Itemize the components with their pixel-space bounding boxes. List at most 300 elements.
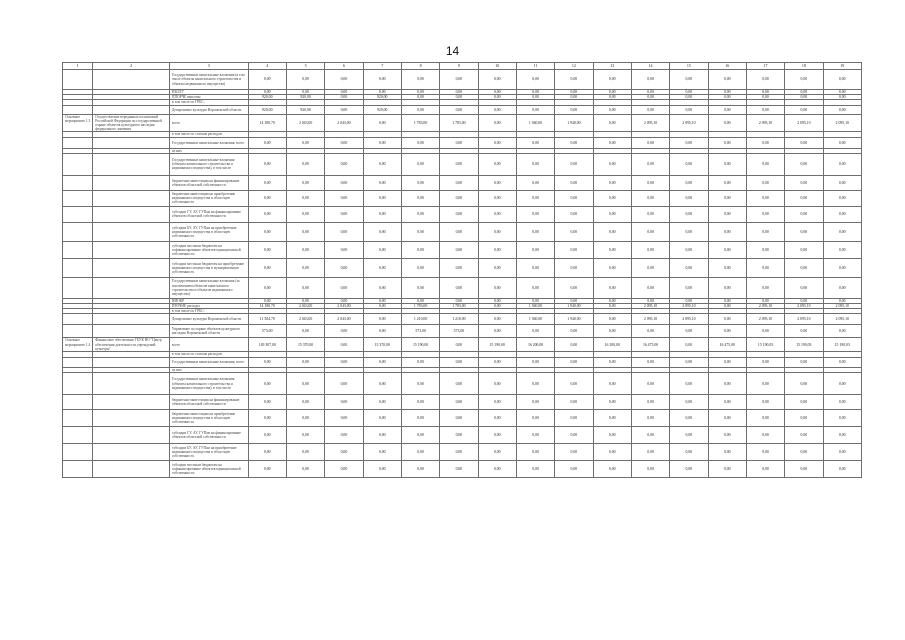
amount-cell: 0,00 bbox=[248, 358, 286, 368]
amount-cell: 0,00 bbox=[746, 175, 784, 190]
amount-cell: 0,00 bbox=[555, 461, 593, 478]
amount-cell: 920,00 bbox=[363, 95, 401, 100]
measure-cell: Основное мероприятие 1.3 bbox=[63, 114, 93, 132]
amount-cell: 0,00 bbox=[631, 70, 669, 90]
amount-cell: 16 475,00 bbox=[708, 338, 746, 352]
amount-cell: 0,00 bbox=[746, 241, 784, 258]
amount-cell: 0,00 bbox=[823, 95, 861, 100]
amount-cell: 0,00 bbox=[363, 427, 401, 444]
amount-cell: 0,00 bbox=[401, 277, 439, 298]
column-number-7: 7 bbox=[363, 63, 401, 70]
amount-cell: 0,00 bbox=[248, 206, 286, 222]
amount-cell: 0,00 bbox=[746, 90, 784, 95]
amount-cell: 0,00 bbox=[823, 427, 861, 444]
amount-cell: 0,00 bbox=[555, 258, 593, 277]
amount-cell: 920,00 bbox=[286, 105, 324, 114]
amount-cell: 0,00 bbox=[593, 95, 631, 100]
amount-cell: 0,00 bbox=[593, 105, 631, 114]
amount-cell: 0,00 bbox=[440, 241, 478, 258]
amount-cell: 0,00 bbox=[248, 461, 286, 478]
measure-cell bbox=[63, 373, 93, 395]
amount-cell: 0,00 bbox=[670, 395, 708, 410]
amount-cell: 0,00 bbox=[248, 427, 286, 444]
amount-cell: 0,00 bbox=[325, 105, 363, 114]
amount-cell: 0,00 bbox=[593, 137, 631, 148]
amount-cell: 0,00 bbox=[593, 395, 631, 410]
amount-cell: 0,00 bbox=[516, 222, 554, 241]
table-row bbox=[63, 153, 862, 175]
column-number-6: 6 bbox=[325, 63, 363, 70]
column-number-16: 16 bbox=[708, 63, 746, 70]
amount-cell: 0,00 bbox=[325, 395, 363, 410]
amount-cell: 16 200,00 bbox=[593, 338, 631, 352]
amount-cell: 0,00 bbox=[325, 338, 363, 352]
table-row bbox=[63, 206, 862, 222]
measure-cell bbox=[63, 137, 93, 148]
expense-item-cell: субсидии БУ, АУ, ГУПам на приобретение недвижимого имущества в областную собственность bbox=[169, 222, 248, 241]
column-number-5: 5 bbox=[286, 63, 324, 70]
amount-cell: 0,00 bbox=[286, 461, 324, 478]
amount-cell: 0,00 bbox=[631, 95, 669, 100]
amount-cell: 0,00 bbox=[746, 427, 784, 444]
table-row bbox=[63, 314, 862, 325]
expense-item-cell: Департамент культуры Воронежской области bbox=[169, 105, 248, 114]
amount-cell: 0,00 bbox=[325, 358, 363, 368]
amount-cell: 0,00 bbox=[593, 70, 631, 90]
amount-cell: 0,00 bbox=[670, 444, 708, 461]
amount-cell: 2 095,10 bbox=[631, 114, 669, 132]
amount-cell: 0,00 bbox=[823, 105, 861, 114]
expense-item-cell: в том числе по ГРБС: bbox=[169, 309, 248, 314]
amount-cell: 2 095,10 bbox=[670, 304, 708, 309]
amount-cell: 0,00 bbox=[248, 373, 286, 395]
amount-cell: 0,00 bbox=[325, 190, 363, 206]
amount-cell: 0,00 bbox=[440, 258, 478, 277]
amount-cell: 0,00 bbox=[478, 314, 516, 325]
amount-cell: 0,00 bbox=[401, 395, 439, 410]
amount-cell: 0,00 bbox=[631, 153, 669, 175]
amount-cell: 0,00 bbox=[593, 325, 631, 338]
table-row bbox=[63, 258, 862, 277]
measure-name-cell bbox=[93, 444, 170, 461]
amount-cell: 0,00 bbox=[631, 190, 669, 206]
expense-item-cell: Государственные капитальные вложения, всего bbox=[169, 358, 248, 368]
amount-cell: 2 095,10 bbox=[631, 304, 669, 309]
measure-name-cell: Финансовое обеспечение ГБУК ВО "Центр обеспечения деятельности учреждений культуры" bbox=[93, 338, 170, 352]
amount-cell: 0,00 bbox=[593, 175, 631, 190]
expense-item-cell: Государственные капитальные вложения (объекты капитального строительства и недвижимого имущества), в том числе bbox=[169, 153, 248, 175]
amount-cell: 0,00 bbox=[555, 206, 593, 222]
amount-cell: 1 940,00 bbox=[555, 114, 593, 132]
amount-cell: 0,00 bbox=[631, 395, 669, 410]
measure-name-cell bbox=[93, 314, 170, 325]
amount-cell: 0,00 bbox=[516, 175, 554, 190]
table-row bbox=[63, 358, 862, 368]
amount-cell: 0,00 bbox=[286, 325, 324, 338]
amount-cell: 0,00 bbox=[478, 410, 516, 427]
amount-cell: 0,00 bbox=[478, 190, 516, 206]
amount-cell: 0,00 bbox=[248, 70, 286, 90]
amount-cell: 0,00 bbox=[555, 175, 593, 190]
amount-cell: 0,00 bbox=[670, 175, 708, 190]
amount-cell: 0,00 bbox=[325, 277, 363, 298]
amount-cell: 2 043,00 bbox=[325, 314, 363, 325]
amount-cell: 0,00 bbox=[593, 190, 631, 206]
amount-cell: 0,00 bbox=[785, 222, 823, 241]
amount-cell: 0,00 bbox=[440, 410, 478, 427]
amount-cell: 0,00 bbox=[516, 70, 554, 90]
expense-item-cell: бюджетные инвестиции на приобретение недвижимого имущества в областную собственность bbox=[169, 190, 248, 206]
amount-cell: 0,00 bbox=[593, 241, 631, 258]
amount-cell: 573,00 bbox=[248, 325, 286, 338]
amount-cell: 0,00 bbox=[631, 325, 669, 338]
amount-cell: 0,00 bbox=[593, 90, 631, 95]
amount-cell: 0,00 bbox=[631, 427, 669, 444]
expense-item-cell: из них bbox=[169, 368, 248, 373]
amount-cell: 0,00 bbox=[670, 325, 708, 338]
amount-cell: 0,00 bbox=[785, 373, 823, 395]
amount-cell: 0,00 bbox=[555, 70, 593, 90]
measure-name-cell bbox=[93, 358, 170, 368]
amount-cell: 0,00 bbox=[516, 410, 554, 427]
table-row bbox=[63, 70, 862, 90]
column-number-18: 18 bbox=[785, 63, 823, 70]
measure-name-cell bbox=[93, 395, 170, 410]
amount-cell: 2 095,10 bbox=[631, 314, 669, 325]
expense-item-cell: бюджетные инвестиции на приобретение недвижимого имущества в областную собственность bbox=[169, 410, 248, 427]
amount-cell: 0,00 bbox=[440, 373, 478, 395]
amount-cell: 0,00 bbox=[440, 444, 478, 461]
amount-cell: 0,00 bbox=[631, 298, 669, 303]
amount-cell: 0,00 bbox=[785, 70, 823, 90]
measure-name-cell bbox=[93, 373, 170, 395]
amount-cell: 0,00 bbox=[401, 105, 439, 114]
amount-cell: 0,00 bbox=[248, 395, 286, 410]
amount-cell: 0,00 bbox=[746, 95, 784, 100]
amount-cell: 0,00 bbox=[631, 241, 669, 258]
amount-cell: 0,00 bbox=[516, 190, 554, 206]
measure-name-cell bbox=[93, 410, 170, 427]
amount-cell: 0,00 bbox=[478, 258, 516, 277]
amount-cell: 0,00 bbox=[325, 325, 363, 338]
amount-cell: 0,00 bbox=[785, 325, 823, 338]
expense-item-cell: в том числе по ГРБС: bbox=[169, 100, 248, 105]
amount-cell: 0,00 bbox=[363, 90, 401, 95]
amount-cell: 0,00 bbox=[440, 137, 478, 148]
amount-cell: 0,00 bbox=[631, 206, 669, 222]
budget-table bbox=[62, 62, 862, 478]
table-row bbox=[63, 190, 862, 206]
amount-cell: 0,00 bbox=[401, 444, 439, 461]
amount-cell: 0,00 bbox=[286, 175, 324, 190]
amount-cell: 0,00 bbox=[401, 153, 439, 175]
amount-cell: 0,00 bbox=[363, 461, 401, 478]
amount-cell: 0,00 bbox=[363, 304, 401, 309]
amount-cell: 0,00 bbox=[325, 90, 363, 95]
table-row bbox=[63, 461, 862, 478]
amount-cell: 0,00 bbox=[325, 410, 363, 427]
amount-cell: 0,00 bbox=[555, 137, 593, 148]
amount-cell: 0,00 bbox=[670, 461, 708, 478]
expense-item-cell: Государственные капитальные вложения (в том числе объекты капитального строительства и объекты недвижимого имущества) bbox=[169, 70, 248, 90]
amount-cell: 1 940,00 bbox=[555, 304, 593, 309]
measure-cell bbox=[63, 358, 93, 368]
amount-cell: 0,00 bbox=[708, 314, 746, 325]
amount-cell: 0,00 bbox=[593, 114, 631, 132]
amount-cell: 0,00 bbox=[401, 190, 439, 206]
amount-cell: 0,00 bbox=[746, 444, 784, 461]
measure-cell bbox=[63, 444, 93, 461]
amount-cell: 1 210,00 bbox=[440, 314, 478, 325]
amount-cell: 0,00 bbox=[823, 395, 861, 410]
amount-cell: 0,00 bbox=[708, 461, 746, 478]
amount-cell: 2 095,10 bbox=[785, 114, 823, 132]
amount-cell: 0,00 bbox=[478, 461, 516, 478]
amount-cell: 0,00 bbox=[478, 395, 516, 410]
amount-cell: 2 043,00 bbox=[286, 304, 324, 309]
amount-cell: 0,00 bbox=[325, 373, 363, 395]
table-row bbox=[63, 427, 862, 444]
amount-cell: 0,00 bbox=[440, 277, 478, 298]
amount-cell: 0,00 bbox=[286, 241, 324, 258]
amount-cell: 0,00 bbox=[670, 95, 708, 100]
amount-cell: 0,00 bbox=[401, 241, 439, 258]
amount-cell: 0,00 bbox=[746, 410, 784, 427]
amount-cell: 0,00 bbox=[746, 105, 784, 114]
amount-cell: 0,00 bbox=[593, 258, 631, 277]
measure-cell bbox=[63, 241, 93, 258]
column-number-2: 2 bbox=[93, 63, 170, 70]
amount-cell: 0,00 bbox=[401, 373, 439, 395]
amount-cell: 0,00 bbox=[478, 137, 516, 148]
amount-cell: 0,00 bbox=[746, 258, 784, 277]
column-number-19: 19 bbox=[823, 63, 861, 70]
amount-cell: 0,00 bbox=[823, 206, 861, 222]
column-number-12: 12 bbox=[555, 63, 593, 70]
amount-cell: 0,00 bbox=[325, 175, 363, 190]
measure-name-cell bbox=[93, 461, 170, 478]
amount-cell: 0,00 bbox=[631, 222, 669, 241]
amount-cell: 0,00 bbox=[401, 137, 439, 148]
amount-cell: 0,00 bbox=[746, 206, 784, 222]
amount-cell: 573,00 bbox=[401, 325, 439, 338]
measure-cell bbox=[63, 175, 93, 190]
amount-cell: 0,00 bbox=[785, 241, 823, 258]
amount-cell: 920,00 bbox=[248, 105, 286, 114]
table-row bbox=[63, 325, 862, 338]
table-row bbox=[63, 175, 862, 190]
amount-cell: 0,00 bbox=[555, 427, 593, 444]
amount-cell: 0,00 bbox=[516, 206, 554, 222]
amount-cell: 1 783,00 bbox=[401, 304, 439, 309]
amount-cell: 0,00 bbox=[478, 298, 516, 303]
expense-item-cell: субсидии ГУ, АУ, ГУПам на финансирование объектов областной собственности bbox=[169, 427, 248, 444]
measure-cell bbox=[63, 410, 93, 427]
amount-cell: 0,00 bbox=[516, 444, 554, 461]
amount-cell: 0,00 bbox=[286, 358, 324, 368]
amount-cell: 0,00 bbox=[286, 427, 324, 444]
amount-cell: 0,00 bbox=[785, 206, 823, 222]
amount-cell: 0,00 bbox=[401, 258, 439, 277]
amount-cell: 0,00 bbox=[248, 258, 286, 277]
measure-name-cell bbox=[93, 175, 170, 190]
amount-cell: 0,00 bbox=[401, 95, 439, 100]
amount-cell: 0,00 bbox=[363, 314, 401, 325]
amount-cell: 0,00 bbox=[670, 298, 708, 303]
measure-name-cell: Осуществление переданных полномочий Российской Федерации по государственной охране объектов культурного наследия федерального значения bbox=[93, 114, 170, 132]
amount-cell: 0,00 bbox=[286, 222, 324, 241]
amount-cell: 0,00 bbox=[516, 358, 554, 368]
column-number-9: 9 bbox=[440, 63, 478, 70]
amount-cell: 0,00 bbox=[363, 277, 401, 298]
amount-cell: 15 190,03 bbox=[823, 338, 861, 352]
table-row bbox=[63, 410, 862, 427]
amount-cell: 0,00 bbox=[325, 258, 363, 277]
amount-cell: 0,00 bbox=[478, 105, 516, 114]
amount-cell: 0,00 bbox=[631, 444, 669, 461]
amount-cell: 0,00 bbox=[708, 175, 746, 190]
amount-cell: 0,00 bbox=[401, 90, 439, 95]
amount-cell: 0,00 bbox=[593, 461, 631, 478]
amount-cell: 0,00 bbox=[670, 206, 708, 222]
amount-cell: 0,00 bbox=[593, 444, 631, 461]
amount-cell: 0,00 bbox=[593, 277, 631, 298]
amount-cell: 0,00 bbox=[363, 325, 401, 338]
amount-cell: 0,00 bbox=[670, 137, 708, 148]
amount-cell: 0,00 bbox=[823, 175, 861, 190]
amount-cell: 0,00 bbox=[785, 137, 823, 148]
amount-cell: 0,00 bbox=[593, 427, 631, 444]
column-number-4: 4 bbox=[248, 63, 286, 70]
amount-cell: 0,00 bbox=[440, 206, 478, 222]
amount-cell: 0,00 bbox=[248, 444, 286, 461]
amount-cell: 0,00 bbox=[248, 137, 286, 148]
amount-cell: 0,00 bbox=[516, 241, 554, 258]
table-row bbox=[63, 277, 862, 298]
amount-cell: 15 190,00 bbox=[401, 338, 439, 352]
amount-cell: 0,00 bbox=[555, 298, 593, 303]
amount-cell: 0,00 bbox=[708, 325, 746, 338]
amount-cell: 2 095,10 bbox=[785, 304, 823, 309]
amount-cell: 0,00 bbox=[248, 175, 286, 190]
amount-cell: 0,00 bbox=[478, 153, 516, 175]
amount-cell: 0,00 bbox=[823, 190, 861, 206]
amount-cell: 0,00 bbox=[440, 190, 478, 206]
page-number: 14 bbox=[445, 44, 460, 58]
table-row bbox=[63, 105, 862, 114]
amount-cell: 11 504,70 bbox=[248, 314, 286, 325]
amount-cell: 0,00 bbox=[670, 153, 708, 175]
expense-item-cell: бюджетные инвестиции на финансирование объектов областной собственности bbox=[169, 395, 248, 410]
amount-cell: 0,00 bbox=[363, 258, 401, 277]
amount-cell: 0,00 bbox=[478, 304, 516, 309]
amount-cell: 0,00 bbox=[746, 298, 784, 303]
expense-item-cell: Департамент культуры Воронежской области bbox=[169, 314, 248, 325]
amount-cell: 0,00 bbox=[478, 222, 516, 241]
amount-cell: 0,00 bbox=[286, 153, 324, 175]
table-body bbox=[63, 70, 862, 478]
amount-cell: 0,00 bbox=[670, 358, 708, 368]
amount-cell: 0,00 bbox=[670, 90, 708, 95]
table-row bbox=[63, 241, 862, 258]
amount-cell: 0,00 bbox=[516, 137, 554, 148]
table-row bbox=[63, 222, 862, 241]
amount-cell: 0,00 bbox=[325, 241, 363, 258]
amount-cell: 0,00 bbox=[631, 461, 669, 478]
measure-cell bbox=[63, 314, 93, 325]
amount-cell: 0,00 bbox=[401, 298, 439, 303]
amount-cell: 0,00 bbox=[785, 358, 823, 368]
amount-cell: 0,00 bbox=[670, 427, 708, 444]
amount-cell: 0,00 bbox=[631, 105, 669, 114]
amount-cell: 0,00 bbox=[248, 90, 286, 95]
amount-cell: 0,00 bbox=[670, 222, 708, 241]
amount-cell: 0,00 bbox=[286, 190, 324, 206]
amount-cell: 0,00 bbox=[325, 461, 363, 478]
amount-cell: 14 180,70 bbox=[248, 304, 286, 309]
amount-cell: 0,00 bbox=[363, 114, 401, 132]
amount-cell: 0,00 bbox=[708, 153, 746, 175]
amount-cell: 0,00 bbox=[670, 338, 708, 352]
amount-cell: 0,00 bbox=[823, 298, 861, 303]
amount-cell: 0,00 bbox=[325, 95, 363, 100]
amount-cell: 0,00 bbox=[401, 70, 439, 90]
amount-cell: 920,00 bbox=[248, 95, 286, 100]
amount-cell: 15 190,03 bbox=[785, 338, 823, 352]
expense-item-cell: субсидии местным бюджетам на софинансирование объектов муниципальной собственности bbox=[169, 461, 248, 478]
amount-cell: 0,00 bbox=[478, 114, 516, 132]
amount-cell: 0,00 bbox=[746, 70, 784, 90]
expense-item-cell: Государственные капитальные вложения, всего bbox=[169, 137, 248, 148]
measure-name-cell bbox=[93, 241, 170, 258]
amount-cell: 14 180,70 bbox=[248, 114, 286, 132]
amount-cell: 0,00 bbox=[440, 338, 478, 352]
amount-cell: 0,00 bbox=[708, 206, 746, 222]
measure-cell bbox=[63, 105, 93, 114]
table-row bbox=[63, 395, 862, 410]
measure-name-cell bbox=[93, 105, 170, 114]
amount-cell: 0,00 bbox=[363, 444, 401, 461]
amount-cell: 0,00 bbox=[823, 137, 861, 148]
measure-cell bbox=[63, 277, 93, 298]
amount-cell: 0,00 bbox=[785, 153, 823, 175]
amount-cell: 0,00 bbox=[708, 277, 746, 298]
column-number-1: 1 bbox=[63, 63, 93, 70]
amount-cell: 1 940,00 bbox=[516, 114, 554, 132]
amount-cell: 1 783,00 bbox=[401, 114, 439, 132]
amount-cell: 0,00 bbox=[670, 258, 708, 277]
amount-cell: 0,00 bbox=[286, 444, 324, 461]
amount-cell: 0,00 bbox=[248, 277, 286, 298]
table-row bbox=[63, 373, 862, 395]
measure-cell bbox=[63, 153, 93, 175]
amount-cell: 15 190,03 bbox=[746, 338, 784, 352]
amount-cell: 0,00 bbox=[440, 153, 478, 175]
amount-cell: 0,00 bbox=[516, 461, 554, 478]
amount-cell: 0,00 bbox=[631, 358, 669, 368]
amount-cell: 0,00 bbox=[325, 298, 363, 303]
amount-cell: 920,00 bbox=[286, 95, 324, 100]
expense-item-cell: Управление по охране объектов культурного наследия Воронежской области bbox=[169, 325, 248, 338]
amount-cell: 0,00 bbox=[555, 95, 593, 100]
amount-cell: 0,00 bbox=[823, 277, 861, 298]
amount-cell: 0,00 bbox=[785, 461, 823, 478]
amount-cell: 0,00 bbox=[823, 410, 861, 427]
amount-cell: 0,00 bbox=[746, 325, 784, 338]
measure-cell bbox=[63, 258, 93, 277]
amount-cell: 16 200,00 bbox=[516, 338, 554, 352]
amount-cell: 0,00 bbox=[746, 222, 784, 241]
